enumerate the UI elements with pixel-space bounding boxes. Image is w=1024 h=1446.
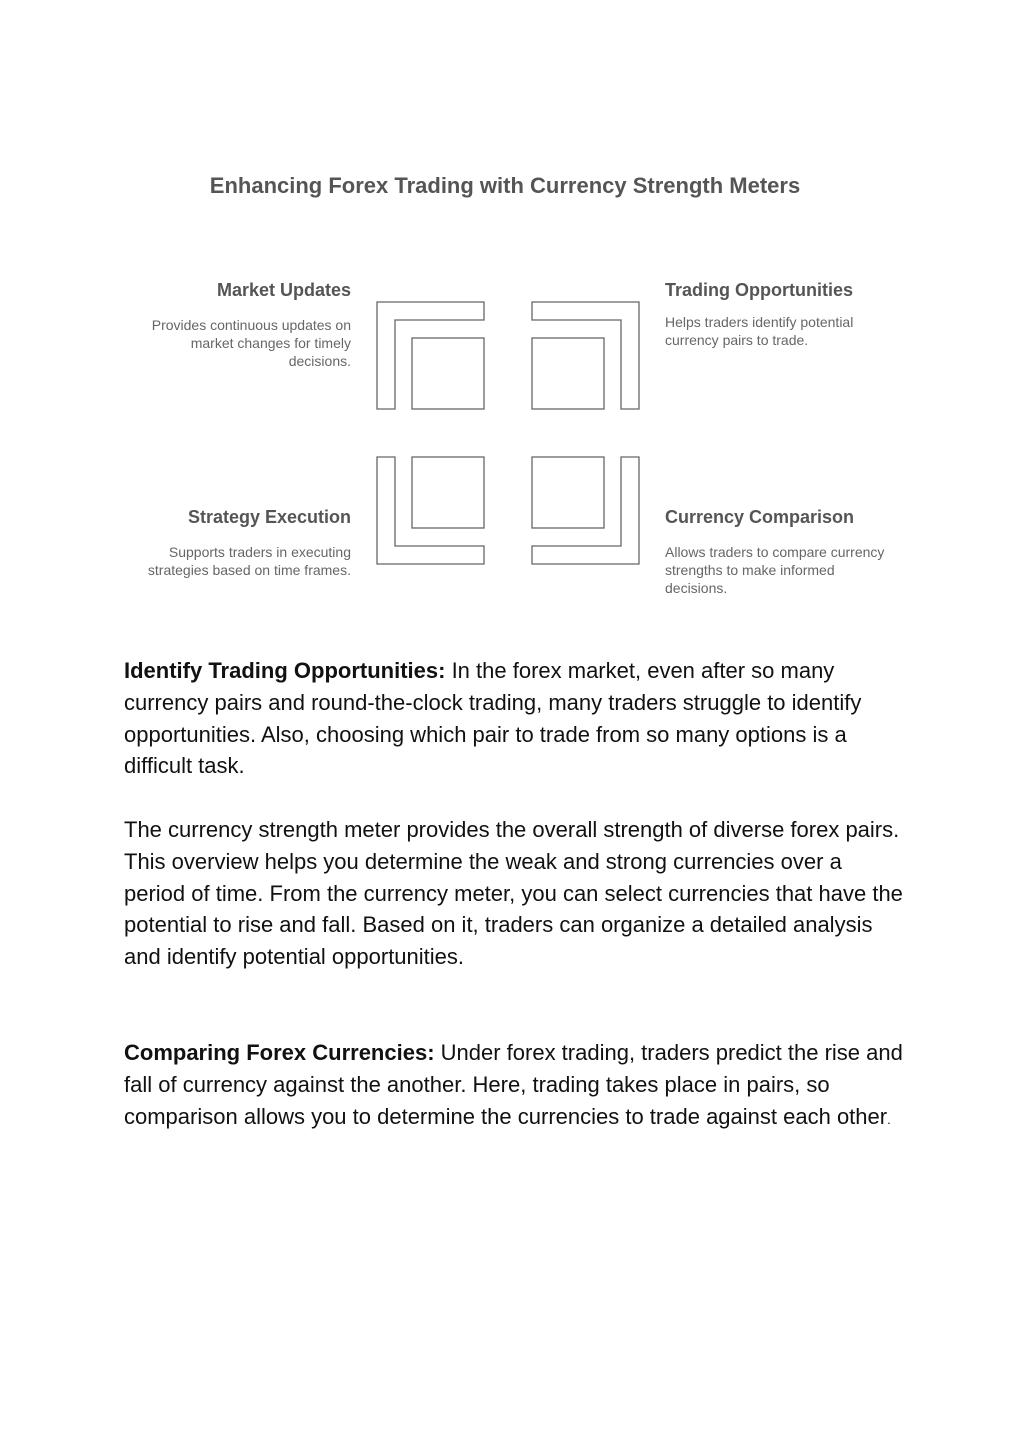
paragraph-text: Under forex trading, traders predict the rise and fall of currency against the another. Here, trading takes place in pairs, so comparison allows you to determine the currencies to trade against each other: [124, 1040, 903, 1129]
currency-comparison-square: [532, 457, 604, 528]
paragraph-comparing-currencies: [124, 1037, 904, 1135]
market-updates-title: Market Updates: [216, 280, 351, 300]
paragraph-text: In the forex market, even after so many currency pairs and round-the-clock trading, many traders struggle to identify opportunities. Also, choosing which pair to trade from so many options is a difficult task.: [124, 658, 862, 779]
currency-comparison-description: Allows traders to compare currency strengths to make informed decisions.: [665, 544, 885, 596]
paragraph-strength-meter: [124, 814, 904, 973]
paragraph-heading: Comparing Forex Currencies:: [124, 1040, 435, 1065]
trading-opportunities-square: [532, 338, 604, 409]
paragraph-text: The currency strength meter provides the overall strength of diverse forex pairs. This overview helps you determine the weak and strong currencies over a period of time. From the currency meter, you can select currencies that have the potential to rise and fall. Based on it, traders can organize a detailed analysis and identify potential opportunities.: [124, 817, 903, 970]
paragraph-end: .: [887, 1111, 891, 1127]
market-updates-description: Provides continuous updates on market changes for timely decisions.: [151, 317, 351, 369]
diagram-title: Enhancing Forex Trading with Currency Strength Meters: [209, 173, 801, 198]
paragraph-identify-opportunities: [124, 655, 904, 782]
strategy-execution-square: [412, 457, 484, 528]
trading-opportunities-title: Trading Opportunities: [665, 280, 853, 300]
strategy-execution-title: Strategy Execution: [187, 507, 351, 527]
paragraph-heading: Identify Trading Opportunities:: [124, 658, 446, 683]
market-updates-square: [412, 338, 484, 409]
currency-comparison-title: Currency Comparison: [665, 507, 855, 527]
trading-opportunities-description: Helps traders identify potential currency pairs to trade.: [665, 314, 854, 348]
quadrant-diagram: [0, 0, 1024, 700]
strategy-execution-description: Supports traders in executing strategies based on time frames.: [147, 544, 351, 578]
